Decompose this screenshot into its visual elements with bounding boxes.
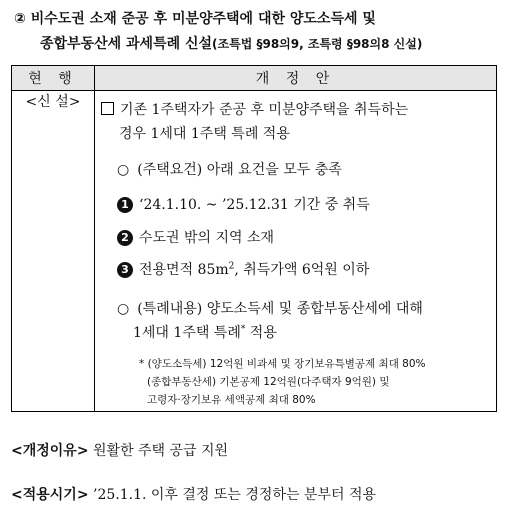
checkbox-square-icon [101, 102, 114, 115]
item-line2: 경우 1세대 1주택 특례 적용 [119, 126, 290, 142]
amendment-table [11, 65, 497, 412]
timing-row [11, 484, 376, 504]
number-3-icon: 3 [117, 262, 133, 278]
note-line2: (종합부동산세) 기본공제 12억원(다주택자 9억원) 및 [147, 376, 390, 388]
circle-bullet-icon: ○ [117, 301, 130, 317]
row-label-new: <신 설> [12, 91, 95, 412]
note-line3: 고령자·장기보유 세액공제 최대 80% [147, 394, 316, 406]
benefit-line2: 1세대 1주택 특례* 적용 [133, 324, 277, 341]
table-header-row [12, 66, 497, 91]
benefit-line1: ○ (특례내용) 양도소득세 및 종합부동산세에 대해 [117, 301, 423, 317]
reason-row [11, 440, 228, 460]
timing-text: ’25.1.1. 이후 결정 또는 경정하는 분부터 적용 [93, 487, 377, 503]
condition-2: 2 수도권 밖의 지역 소재 [117, 227, 274, 247]
table-row [12, 91, 497, 412]
requirement-title: ○ (주택요건) 아래 요건을 모두 충족 [117, 162, 342, 178]
header-current: 현 행 [12, 66, 95, 91]
number-1-icon: 1 [117, 197, 133, 213]
section-heading-line2 [40, 33, 422, 53]
circle-bullet-icon: ○ [117, 162, 130, 178]
condition-1: 1 ‘24.1.10. ~ ’25.12.31 기간 중 취득 [117, 194, 370, 214]
item-line1: 기존 1주택자가 준공 후 미분양주택을 취득하는 [101, 99, 408, 119]
reason-text: 원활한 주택 공급 지원 [93, 443, 229, 459]
heading-main-text: 종합부동산세 과세특례 신설 [40, 36, 213, 52]
reason-label: <개정이유> [11, 443, 89, 459]
heading-legal-reference: (조특법 §98의9, 조특령 §98의8 신설) [212, 37, 423, 51]
note-line1: * (양도소득세) 12억원 비과세 및 장기보유특별공제 최대 80% [139, 358, 426, 370]
number-2-icon: 2 [117, 230, 133, 246]
proposal-content [95, 91, 497, 412]
header-proposal: 개 정 안 [95, 66, 497, 91]
timing-label: <적용시기> [11, 487, 89, 503]
condition-3: 3 전용면적 $85m^2$, 취득가액 6억원 이하 [117, 259, 369, 279]
section-heading-line1: ② 비수도권 소재 준공 후 미분양주택에 대한 양도소득세 및 [14, 11, 376, 27]
